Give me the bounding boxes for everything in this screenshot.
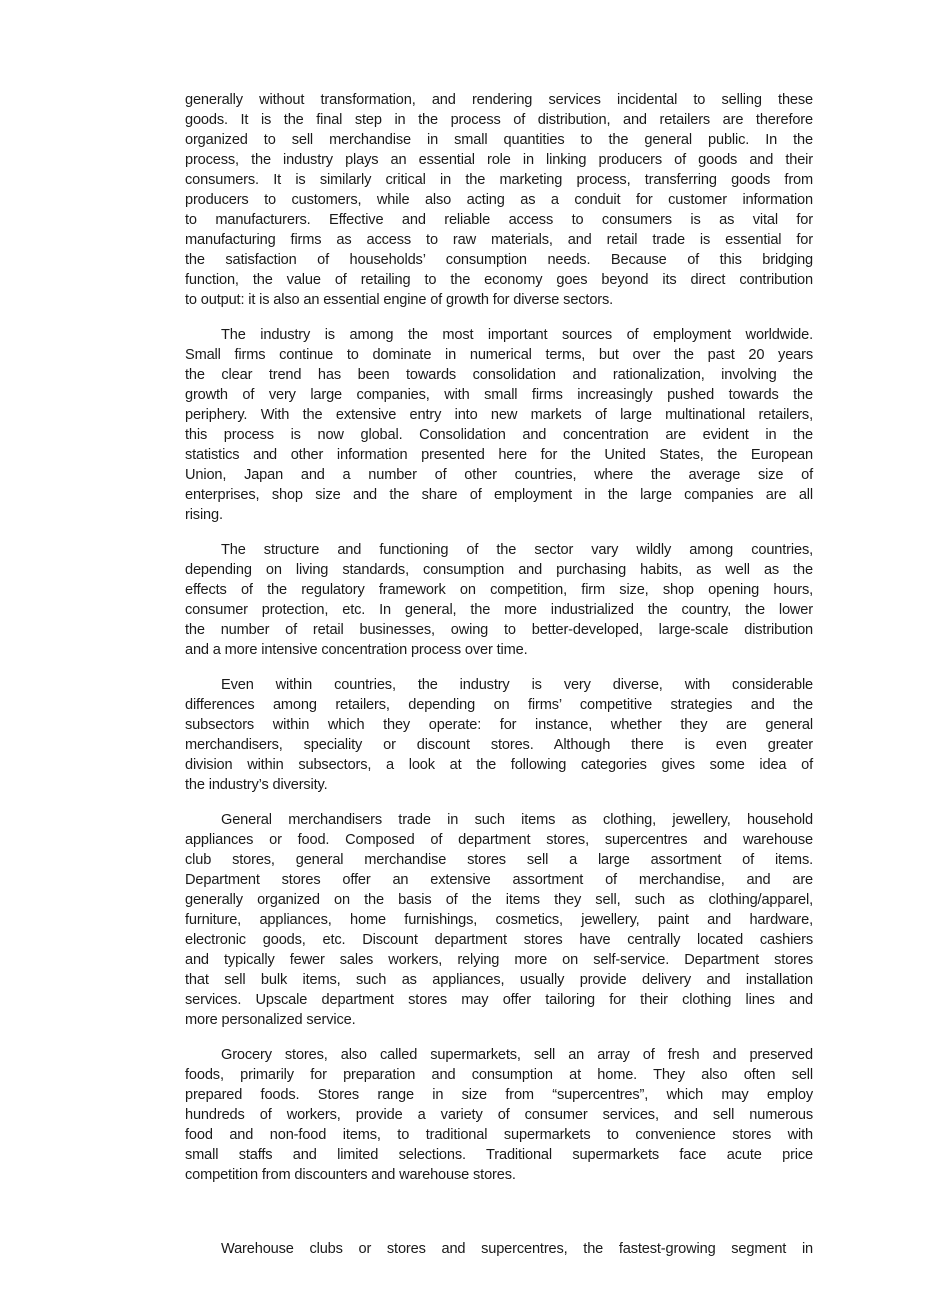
text-line: process, the industry plays an essential role in linking producers of goods and their xyxy=(185,152,813,168)
text-line: producers to customers, while also acting as a conduit for customer information xyxy=(185,192,813,208)
text-line: division within subsectors, a look at the following categories gives some idea of xyxy=(185,757,813,773)
paragraph xyxy=(185,325,813,525)
text-line: foods, primarily for preparation and consumption at home. They also often sell xyxy=(185,1067,813,1083)
text-line: small staffs and limited selections. Traditional supermarkets face acute price xyxy=(185,1147,813,1163)
text-line: consumers. It is similarly critical in the marketing process, transferring goods from xyxy=(185,172,813,188)
text-line: Even within countries, the industry is very diverse, with considerable xyxy=(221,677,813,693)
text-line: appliances or food. Composed of department stores, supercentres and warehouse xyxy=(185,832,813,848)
text-line: the industry’s diversity. xyxy=(185,777,328,793)
text-line: that sell bulk items, such as appliances, usually provide delivery and installation xyxy=(185,972,813,988)
paragraph xyxy=(185,1045,813,1185)
text-line: effects of the regulatory framework on competition, firm size, shop opening hours, xyxy=(185,582,813,598)
paragraph xyxy=(185,810,813,1030)
text-line: the satisfaction of households’ consumption needs. Because of this bridging xyxy=(185,252,813,268)
text-line: and a more intensive concentration process over time. xyxy=(185,642,528,658)
text-line: this process is now global. Consolidation and concentration are evident in the xyxy=(185,427,813,443)
text-line: goods. It is the final step in the process of distribution, and retailers are therefore xyxy=(185,112,813,128)
text-line: furniture, appliances, home furnishings, cosmetics, jewellery, paint and hardware, xyxy=(185,912,813,928)
text-line: consumer protection, etc. In general, the more industrialized the country, the lower xyxy=(185,602,813,618)
text-line: the number of retail businesses, owing to better-developed, large-scale distribution xyxy=(185,622,813,638)
text-line: organized to sell merchandise in small quantities to the general public. In the xyxy=(185,132,813,148)
text-line: differences among retailers, depending on firms’ competitive strategies and the xyxy=(185,697,813,713)
text-line: Department stores offer an extensive assortment of merchandise, and are xyxy=(185,872,813,888)
text-line: generally organized on the basis of the items they sell, such as clothing/apparel, xyxy=(185,892,813,908)
paragraph xyxy=(185,1239,813,1259)
text-line: subsectors within which they operate: for instance, whether they are general xyxy=(185,717,813,733)
text-line: depending on living standards, consumption and purchasing habits, as well as the xyxy=(185,562,813,578)
text-line: Union, Japan and a number of other countries, where the average size of xyxy=(185,467,813,483)
text-line: statistics and other information presented here for the United States, the European xyxy=(185,447,813,463)
text-line: General merchandisers trade in such items as clothing, jewellery, household xyxy=(221,812,813,828)
text-line: to manufacturers. Effective and reliable access to consumers is as vital for xyxy=(185,212,813,228)
text-line: the clear trend has been towards consolidation and rationalization, involving the xyxy=(185,367,813,383)
paragraph xyxy=(185,90,813,310)
paragraph xyxy=(185,675,813,795)
text-line: periphery. With the extensive entry into new markets of large multinational retailers, xyxy=(185,407,813,423)
text-line: electronic goods, etc. Discount department stores have centrally located cashiers xyxy=(185,932,813,948)
document-page xyxy=(185,90,813,1274)
text-line: and typically fewer sales workers, relying more on self-service. Department stores xyxy=(185,952,813,968)
text-line: Grocery stores, also called supermarkets, sell an array of fresh and preserved xyxy=(221,1047,813,1063)
text-line: The structure and functioning of the sector vary wildly among countries, xyxy=(221,542,813,558)
text-line: merchandisers, speciality or discount stores. Although there is even greater xyxy=(185,737,813,753)
text-line: The industry is among the most important sources of employment worldwide. xyxy=(221,327,813,343)
text-line: club stores, general merchandise stores sell a large assortment of items. xyxy=(185,852,813,868)
text-line: enterprises, shop size and the share of employment in the large companies are all xyxy=(185,487,813,503)
text-line: services. Upscale department stores may offer tailoring for their clothing lines and xyxy=(185,992,813,1008)
text-line: manufacturing firms as access to raw materials, and retail trade is essential for xyxy=(185,232,813,248)
text-line: hundreds of workers, provide a variety of consumer services, and sell numerous xyxy=(185,1107,813,1123)
paragraph xyxy=(185,540,813,660)
text-line: Warehouse clubs or stores and supercentres, the fastest-growing segment in xyxy=(221,1241,813,1257)
text-line: generally without transformation, and rendering services incidental to selling these xyxy=(185,92,813,108)
text-line: function, the value of retailing to the economy goes beyond its direct contribution xyxy=(185,272,813,288)
text-line: rising. xyxy=(185,507,223,523)
text-line: to output: it is also an essential engine of growth for diverse sectors. xyxy=(185,292,614,308)
text-line: more personalized service. xyxy=(185,1012,356,1028)
text-line: growth of very large companies, with small firms increasingly pushed towards the xyxy=(185,387,813,403)
text-line: Small firms continue to dominate in numerical terms, but over the past 20 years xyxy=(185,347,813,363)
text-line: competition from discounters and warehouse stores. xyxy=(185,1167,516,1183)
text-line: prepared foods. Stores range in size from “supercentres”, which may employ xyxy=(185,1087,813,1103)
text-line: food and non-food items, to traditional supermarkets to convenience stores with xyxy=(185,1127,813,1143)
